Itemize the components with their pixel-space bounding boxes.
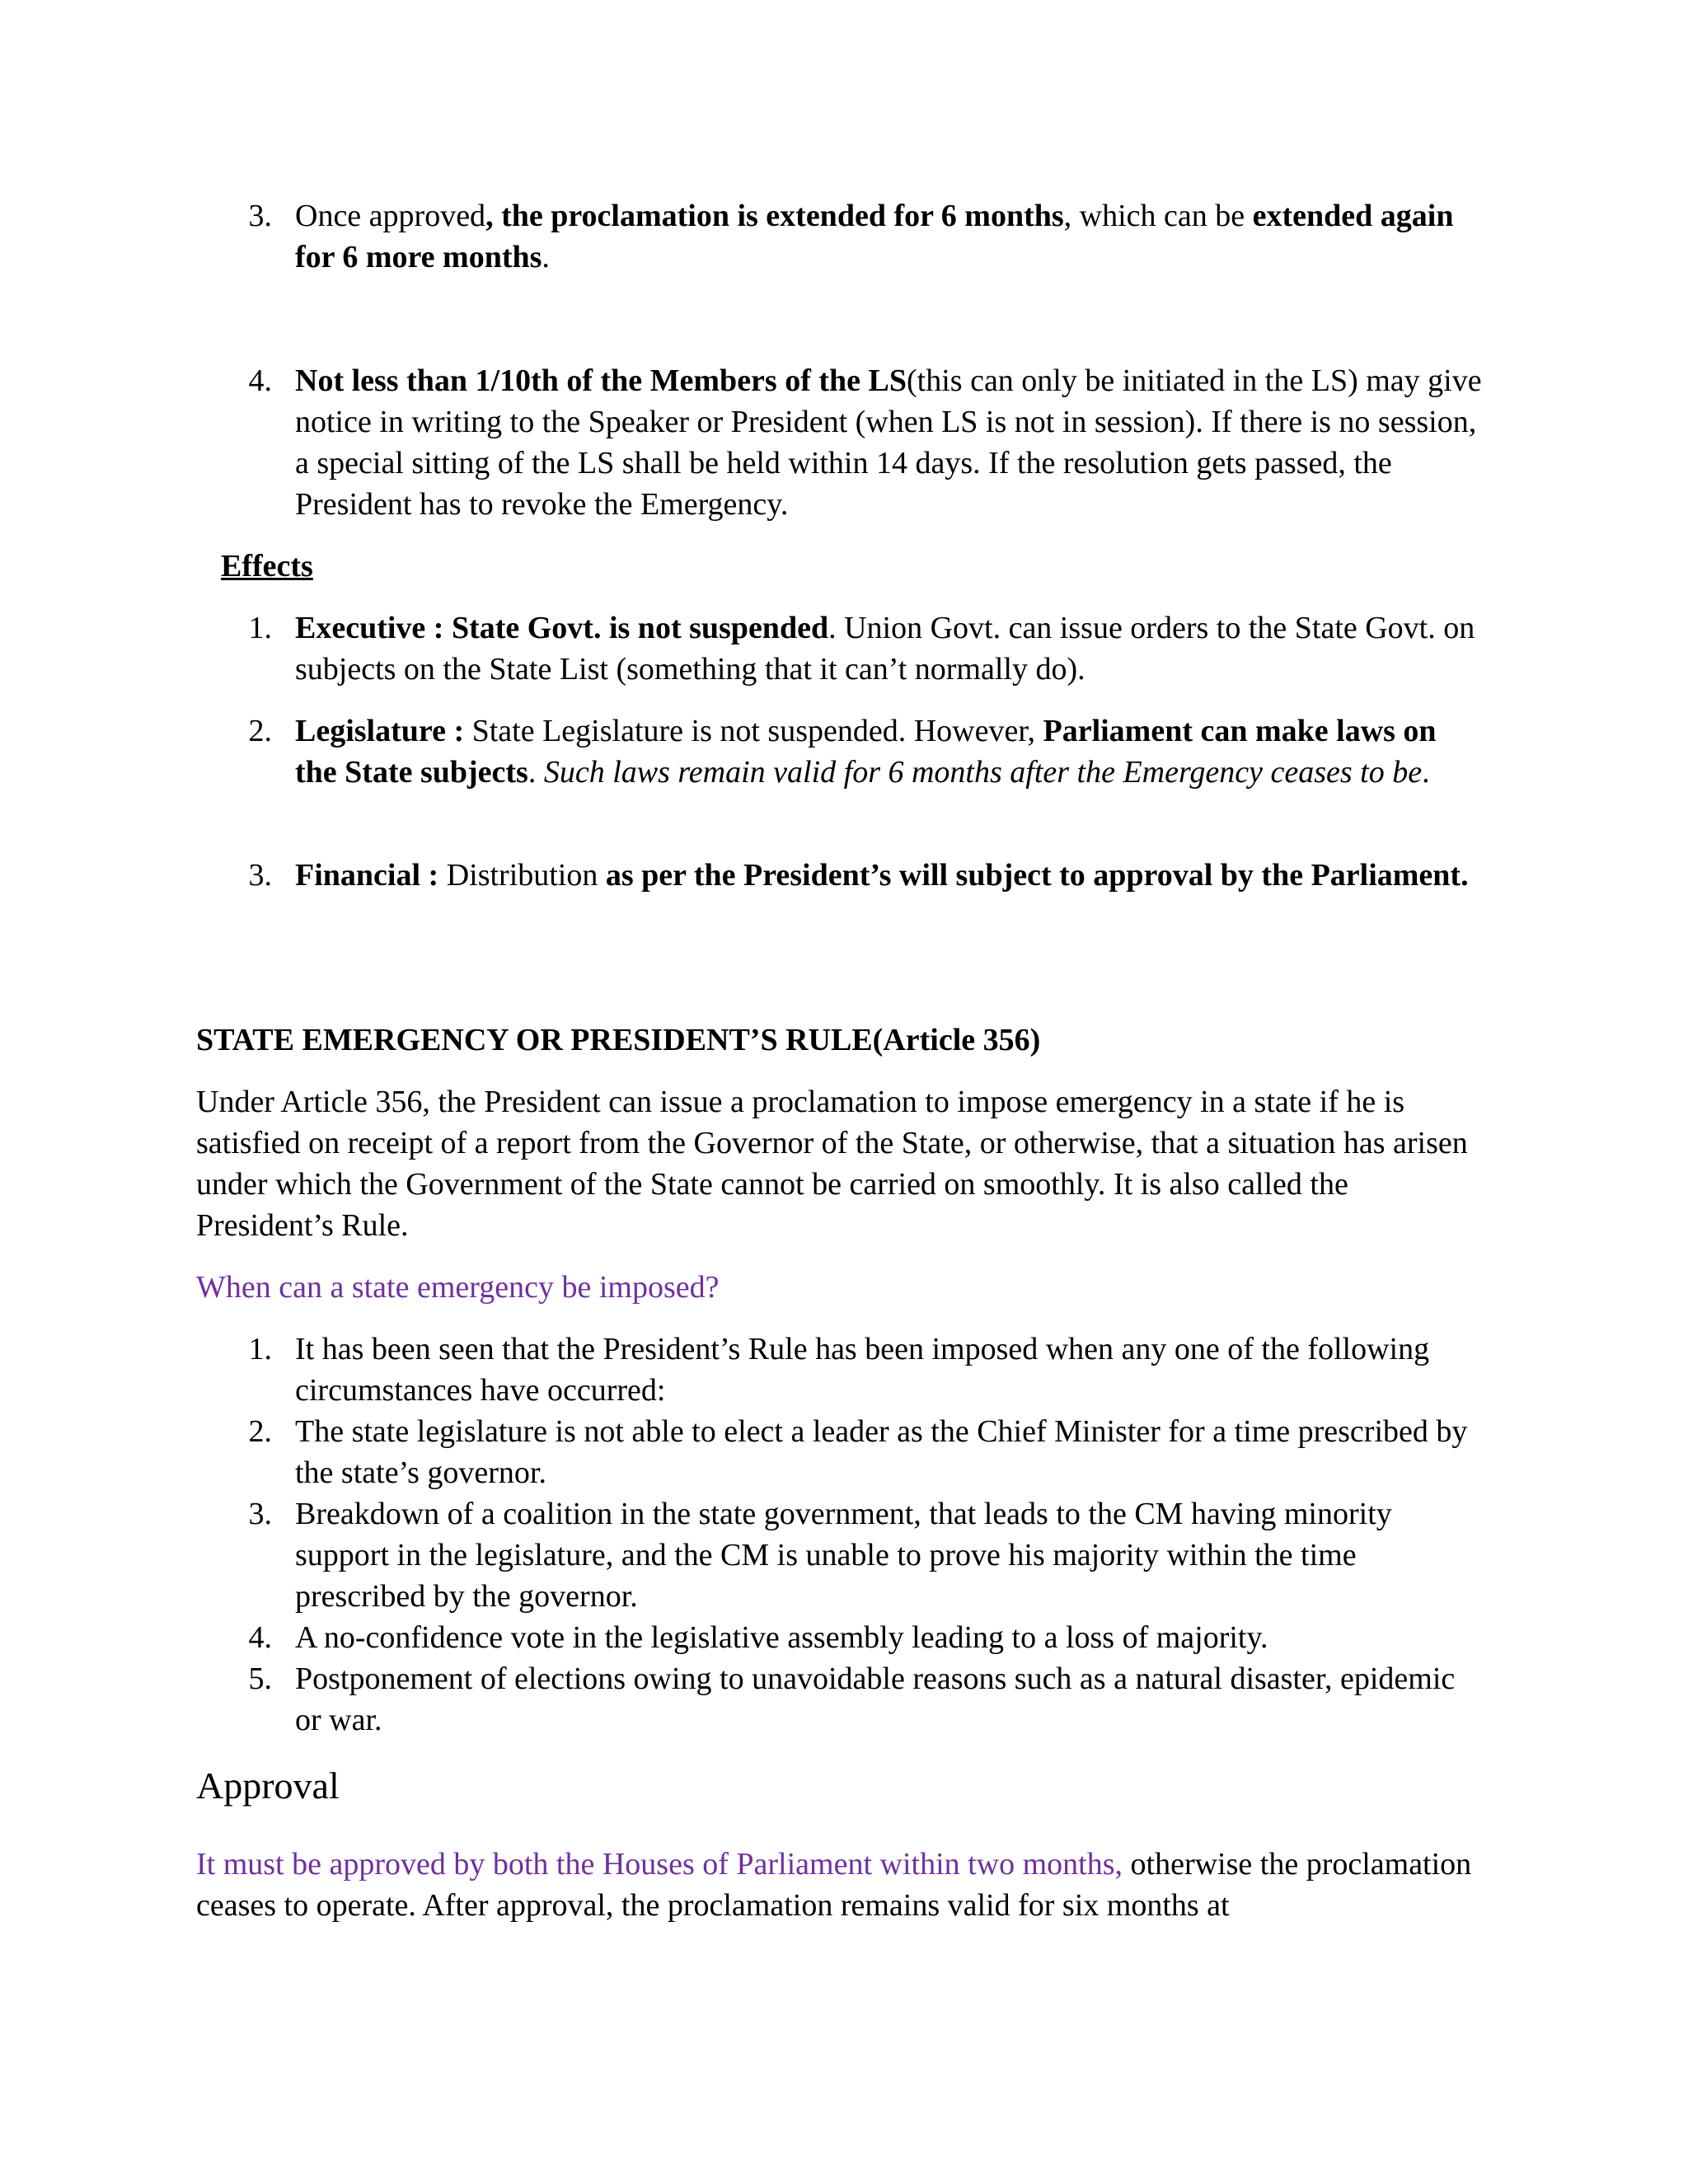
intro-paragraph: Under Article 356, the President can issue a proclamation to impose emergency in a state if he is satisfied on receipt of a report from the Governor of the State, or otherwise, that a situation has arisen under which the Government of the State cannot be carried on smoothly. It is also called the President’s Rule. [196,1085,1468,1243]
list-item [0,360,1688,525]
approval-paragraph: It must be approved by both the Houses of Parliament within two months, otherwise the proclamation ceases to operate. After approval, the proclamation remains valid for six months at [196,1847,1472,1923]
list-number: 4. [248,363,272,398]
list-item-text: Legislature : State Legislature is not suspended. However, Parliament can make laws on the State subjects. Such laws remain valid for 6 months after the Emergency ceases to be. [295,714,1437,790]
list-item [0,1617,1688,1658]
list-number: 2. [248,714,272,748]
approval-heading: Approval [196,1765,340,1807]
list-item [0,1411,1688,1493]
list-item [0,710,1688,834]
list-number: 4. [248,1620,272,1655]
list-item-text: Once approved, the proclamation is extended for 6 months, which can be extended again for 6 more months. [295,199,1454,274]
list-item [0,195,1688,278]
list-number: 3. [248,858,272,893]
list-number: 3. [248,199,272,233]
section-heading: STATE EMERGENCY OR PRESIDENT’S RULE(Article 356) [196,1023,1041,1057]
list-item-text: Financial : Distribution as per the President’s will subject to approval by the Parliament. [295,858,1469,893]
list-number: 1. [248,1332,272,1366]
list-item-text: Breakdown of a coalition in the state government, that leads to the CM having minority support in the legislature, and the CM is unable to prove his majority within the time prescribed by the governor. [295,1497,1392,1614]
list-number: 2. [248,1414,272,1449]
list-number: 5. [248,1661,272,1696]
list-item [0,1329,1688,1411]
list-item-text: A no-confidence vote in the legislative assembly leading to a loss of majority. [295,1620,1268,1655]
list-item-text: The state legislature is not able to elect a leader as the Chief Minister for a time prescribed by the state’s governor. [295,1414,1468,1490]
effects-heading: Effects [221,549,313,583]
list-item-text: Not less than 1/10th of the Members of the LS(this can only be initiated in the LS) may give notice in writing to the Speaker or President (when LS is not in session). If there is no session, a special sitting of the LS shall be held within 14 days. If the resolution gets passed, the President has to revoke the Emergency. [295,363,1482,522]
question-subheading: When can a state emergency be imposed? [196,1270,720,1305]
list-item [0,1493,1688,1617]
list-item-text: It has been seen that the President’s Rule has been imposed when any one of the following circumstances have occurred: [295,1332,1430,1408]
list-item-text: Executive : State Govt. is not suspended. Union Govt. can issue orders to the State Govt. on subjects on the State List (something that it can’t normally do). [295,611,1475,687]
list-item-text: Postponement of elections owing to unavoidable reasons such as a natural disaster, epidemic or war. [295,1661,1456,1737]
list-item [0,607,1688,690]
list-item [0,855,1688,937]
list-item [0,1658,1688,1741]
list-number: 1. [248,611,272,645]
approval-highlight: It must be approved by both the Houses of Parliament within two months, [196,1847,1123,1882]
list-number: 3. [248,1497,272,1531]
